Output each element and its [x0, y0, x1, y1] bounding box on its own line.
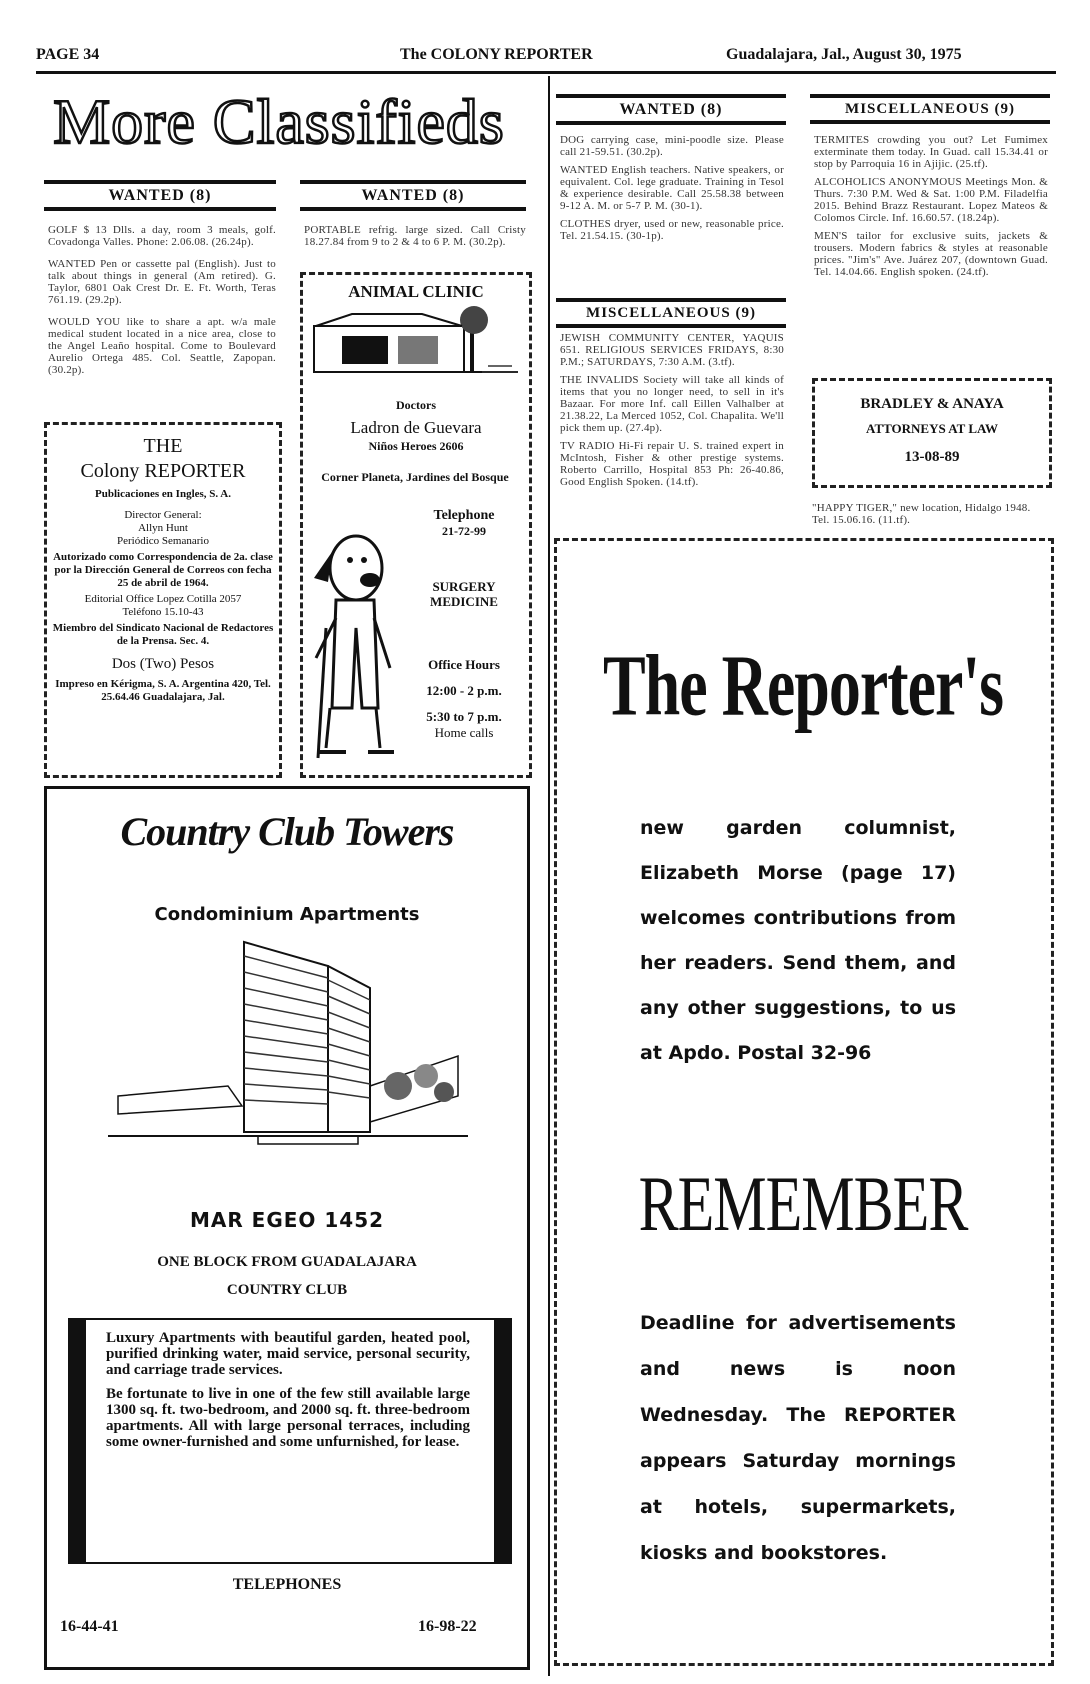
towers-phone-2: 16-98-22	[418, 1618, 477, 1635]
classified-ad: ALCOHOLICS ANONYMOUS Meetings Mon. & Thurs. 7:30 P.M. Wed & Sat. 1:00 P.M. Filadelfia 2015. Behind Brazz Restaurant. Lopez Mateos & Colomos Circle. Inf. 16.60.57. (18.24p).	[814, 176, 1048, 224]
classified-ad: TV RADIO Hi-Fi repair U. S. trained expert in McIntosh, Fisher & other prestige systems. Roberto Carrillo, Hospital 853 Ph: 26-40.86, Good English Spoken. (14.tf).	[560, 440, 784, 488]
towers-phones-label: TELEPHONES	[232, 1576, 342, 1593]
clinic-doctors: Doctors	[396, 398, 436, 412]
colophon-director: Allyn Hunt	[138, 522, 188, 534]
clinic-contact	[400, 508, 528, 741]
col2-wanted-heading: WANTED (8)	[300, 180, 526, 211]
colophon-member: Miembro del Sindicato Nacional de Redactores de la Prensa. Sec. 4.	[52, 622, 274, 647]
apartment-tower-illustration	[108, 936, 468, 1146]
attorney-card	[814, 396, 1050, 466]
colophon-the: THE	[143, 435, 183, 457]
header-rule	[36, 71, 1056, 74]
col1-wanted-heading: WANTED (8)	[44, 180, 276, 211]
reporter-headline: The Reporter's	[602, 637, 1004, 734]
classified-ad: MEN'S tailor for exclusive suits, jackets & trousers. Modern fabrics & styles at reasonable prices. "Jim's" Ave. Juárez 207, (downtown Guad. Tel. 14.04.66. English spoken. (24.tf).	[814, 230, 1048, 278]
col3-misc-heading: MISCELLANEOUS (9)	[556, 298, 786, 328]
newspaper-name: The COLONY REPORTER	[400, 46, 593, 63]
colophon-name: Colony REPORTER	[80, 460, 246, 482]
colophon-office: Editorial Office Lopez Cotilla 2057	[84, 593, 242, 605]
towers-location-2: COUNTRY CLUB	[226, 1282, 348, 1298]
attorney-title: ATTORNEYS AT LAW	[866, 421, 998, 436]
clinic-hours-2: 5:30 to 7 p.m.	[426, 709, 502, 724]
col2-ad: PORTABLE refrig. large sized. Call Cristy 18.27.84 from 9 to 2 & 4 to 6 P. M. (30.2p).	[304, 224, 526, 248]
colophon-weekly: Periódico Semanario	[117, 535, 209, 547]
clinic-building-illustration	[312, 306, 520, 378]
towers-phone-1: 16-44-41	[60, 1618, 119, 1635]
colophon-permit: Autorizado como Correspondencia de 2a. clase por la Dirección General de Correos con fecha 25 de abril de 1964.	[53, 551, 273, 589]
clinic-hours-1: 12:00 - 2 p.m.	[426, 683, 502, 698]
classified-ad: THE INVALIDS Society will take all kinds of items that you no longer need, to sell in it's Bazaar. For more Inf. call Eillen Valhalber at 21.38.22, La Merced 1052, Col. Chapalita. We'll pick them up. (27.4p).	[560, 374, 784, 434]
colophon-price: Dos (Two) Pesos	[111, 656, 215, 672]
classified-ad: WANTED English teachers. Native speakers, or equivalent. Col. lege graduate. Training in Tesol & experience desirable. Call 25.58.38 between 9-12 A. M. or 5-7 P. M. (30-1).	[560, 164, 784, 212]
towers-body-1: Luxury Apartments with beautiful garden, heated pool, purified drinking water, maid service, personal security, and carriage trade services.	[106, 1330, 470, 1378]
col3-misc-ads	[560, 332, 784, 488]
clinic-corner: Corner Planeta, Jardines del Bosque	[321, 470, 509, 484]
reporter-remember: REMEMBER	[638, 1161, 968, 1248]
classified-ad: WANTED Pen or cassette pal (English). Just to talk about things in general (Am retired). G. Taylor, 6801 Oak Crest Dr. E. Ft. Worth, Teras 761.19. (29.2p).	[48, 258, 276, 306]
clinic-home-calls: Home calls	[434, 725, 494, 740]
colophon-director-label: Director General:	[124, 509, 202, 521]
col3-wanted-ads	[560, 134, 784, 242]
classified-ad: JEWISH COMMUNITY CENTER, YAQUIS 651. RELIGIOUS SERVICES FRIDAYS, 8:30 P.M.; SATURDAYS, 7:30 A.M. (3.tf).	[560, 332, 784, 368]
dog-doctor-illustration	[306, 508, 396, 760]
clinic-hours-label: Office Hours	[428, 657, 500, 672]
column-divider	[548, 76, 550, 1676]
col4-misc-ads	[814, 134, 1048, 278]
clinic-doctor-name: Ladron de Guevara	[350, 418, 482, 437]
reporter-deadline-note: Deadline for advertisements and news is noon Wednesday. The REPORTER appears Saturday mornings at hotels, supermarkets, kiosks and bookstores.	[640, 1312, 956, 1564]
classified-ad: GOLF $ 13 Dlls. a day, room 3 meals, golf. Covadonga Valles. Phone: 2.06.08. (26.24p).	[48, 224, 276, 248]
dateline: Guadalajara, Jal., August 30, 1975	[726, 46, 962, 63]
towers-body-2: Be fortunate to live in one of the few still available large 1300 sq. ft. two-bedroom, and 2000 sq. ft. three-bedroom apartments. All with large personal terraces, including some owner-furnished and some unfurnished, for lease.	[106, 1386, 470, 1450]
clinic-tel-label: Telephone	[433, 508, 495, 523]
classified-ad: DOG carrying case, mini-poodle size. Please call 21-59.51. (30.2p).	[560, 134, 784, 158]
clinic-tel: 21-72-99	[442, 524, 486, 538]
clinic-street: Niños Heroes 2606	[368, 439, 464, 453]
masthead-title: More Classifieds	[53, 86, 505, 157]
clinic-details	[300, 398, 532, 454]
clinic-services: SURGERY MEDICINE	[430, 579, 498, 609]
towers-address: MAR EGEO 1452	[189, 1208, 385, 1232]
towers-details	[106, 1330, 470, 1450]
classified-ad: CLOTHES dryer, used or new, reasonable price. Tel. 21.54.15. (30-1p).	[560, 218, 784, 242]
col1-ads	[48, 224, 276, 376]
attorney-names: BRADLEY & ANAYA	[860, 396, 1004, 412]
colophon-phone: Teléfono 15.10-43	[122, 606, 204, 618]
colophon-printer: Impreso en Kérigma, S. A. Argentina 420, Tel. 25.64.46 Guadalajara, Jal.	[55, 678, 271, 703]
happy-tiger-ad: "HAPPY TIGER," new location, Hidalgo 1948. Tel. 15.06.16. (11.tf).	[812, 502, 1031, 526]
colophon-publisher: Publicaciones en Ingles, S. A.	[95, 488, 231, 500]
towers-subtitle: Condominium Apartments	[154, 904, 420, 925]
towers-script-title: Country Club Towers	[120, 809, 454, 854]
attorney-phone: 13-08-89	[904, 449, 960, 465]
reporter-columnist-note: new garden columnist, Elizabeth Morse (page 17) welcomes contributions from her readers. Send them, and any other suggestions, to us at Apdo. Postal 32-96	[640, 817, 956, 1064]
page-number: PAGE 34	[36, 46, 100, 63]
col4-misc-heading: MISCELLANEOUS (9)	[810, 94, 1050, 124]
col3-wanted-heading: WANTED (8)	[556, 94, 786, 125]
colophon	[52, 434, 274, 704]
clinic-title: ANIMAL CLINIC	[348, 282, 484, 301]
towers-location-1: ONE BLOCK FROM GUADALAJARA	[157, 1254, 417, 1270]
classified-ad: WOULD YOU like to share a apt. w/a male medical student located in a nice area, close to the Angel Leaño hospital. Come to Boulevard Aurelio Ortega 485. Col. Seattle, Zapopan. (30.2p).	[48, 316, 276, 376]
classified-ad: TERMITES crowding you out? Let Fumimex exterminate them today. In Guad. call 15.34.41 or stop by Parroquia 16 in Ajijic. (25.tf).	[814, 134, 1048, 170]
